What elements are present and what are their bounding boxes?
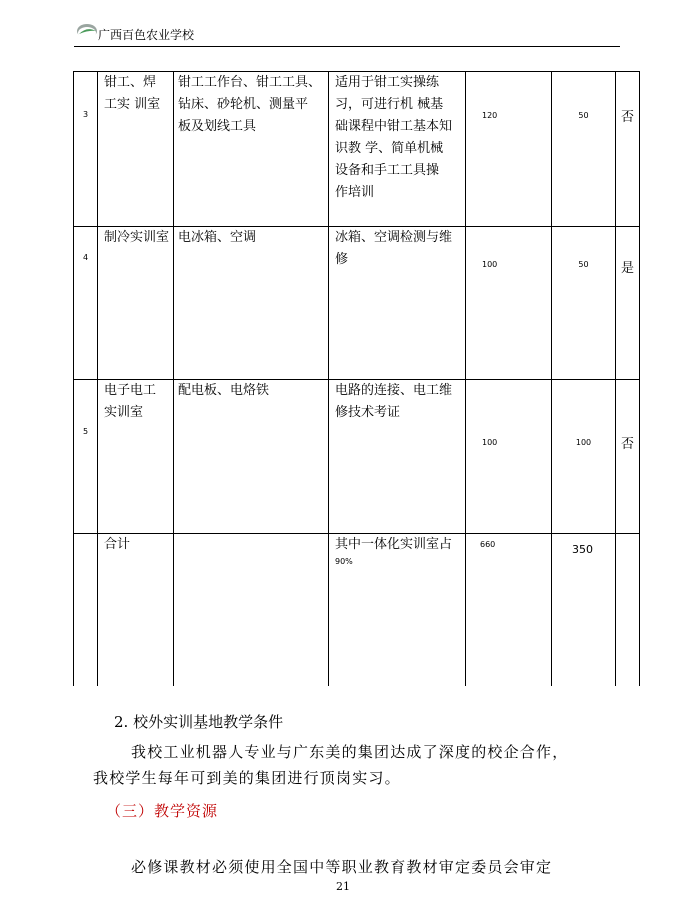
section-3-title: （三）教学资源 xyxy=(106,802,219,820)
row-number xyxy=(74,72,98,227)
function-description xyxy=(329,380,466,534)
cell-line: 作培训 xyxy=(335,185,375,200)
station-count xyxy=(466,534,552,686)
table-row xyxy=(74,72,640,227)
room-name xyxy=(98,72,174,227)
school-name: 广西百色农业学校 xyxy=(98,28,195,42)
table-row xyxy=(74,380,640,534)
cell-line: 钳工工作台、钳工工具、 xyxy=(178,75,322,90)
cell-value: 是 xyxy=(620,261,634,276)
is-integrated xyxy=(616,380,640,534)
capacity xyxy=(552,227,616,380)
cell-value: 660 xyxy=(480,540,496,549)
cell-line: 钻床、砂轮机、测量平 xyxy=(178,97,309,112)
cell-value: 100 xyxy=(575,438,592,447)
cell-line: 习，可进行机 械基 xyxy=(335,97,444,112)
cell-line: 钳工、焊 xyxy=(104,75,157,90)
cell-line: 其中一体化实训室占 xyxy=(335,537,453,552)
cell-value: 5 xyxy=(82,427,89,436)
cell-line: 合计 xyxy=(104,537,131,552)
row-number xyxy=(74,534,98,686)
equipment xyxy=(174,227,329,380)
station-count xyxy=(466,227,552,380)
cell-line: 工实 训室 xyxy=(104,97,161,112)
room-name xyxy=(98,227,174,380)
cell-line: 识教 学、简单机械 xyxy=(335,141,444,156)
training-room-table xyxy=(73,71,640,686)
page-header xyxy=(74,20,620,47)
equipment xyxy=(174,534,329,686)
station-count xyxy=(466,380,552,534)
cell-line: 制冷实训室 xyxy=(104,230,170,245)
cell-line: 适用于钳工实操练 xyxy=(335,75,440,90)
paragraph-line: 我校学生每年可到美的集团进行顶岗实习。 xyxy=(93,769,401,787)
cell-line: 电冰箱、空调 xyxy=(178,230,257,245)
equipment xyxy=(174,72,329,227)
function-description xyxy=(329,227,466,380)
is-integrated xyxy=(616,534,640,686)
row-number xyxy=(74,380,98,534)
cell-line: 设备和手工工具操 xyxy=(335,163,440,178)
is-integrated xyxy=(616,227,640,380)
function-description xyxy=(329,534,466,686)
cell-value: 否 xyxy=(620,437,634,452)
cell-line: 90% xyxy=(335,557,353,566)
cell-line: 冰箱、空调检测与维 xyxy=(335,230,453,245)
capacity xyxy=(552,72,616,227)
cell-line: 修技术考证 xyxy=(335,405,401,420)
cell-value: 350 xyxy=(572,543,593,556)
cell-line: 础课程中钳工基本知 xyxy=(335,119,453,134)
section-2-title: 2. 校外实训基地教学条件 xyxy=(114,713,284,731)
page-number: 21 xyxy=(336,880,350,893)
cell-value: 否 xyxy=(620,110,634,125)
capacity xyxy=(552,380,616,534)
cell-value: 120 xyxy=(482,111,498,120)
table-row xyxy=(74,534,640,686)
cell-line: 电路的连接、电工维 xyxy=(335,383,453,398)
row-number xyxy=(74,227,98,380)
cell-line: 板及划线工具 xyxy=(178,119,257,134)
table-row xyxy=(74,227,640,380)
cell-line: 配电板、电烙铁 xyxy=(178,383,270,398)
cell-value: 3 xyxy=(82,110,89,119)
room-name xyxy=(98,380,174,534)
equipment xyxy=(174,380,329,534)
school-logo-icon xyxy=(76,22,98,42)
room-name xyxy=(98,534,174,686)
station-count xyxy=(466,72,552,227)
cell-value: 4 xyxy=(82,253,89,262)
paragraph-line: 必修课教材必须使用全国中等职业教育教材审定委员会审定 xyxy=(131,858,553,876)
is-integrated xyxy=(616,72,640,227)
paragraph-line: 我校工业机器人专业与广东美的集团达成了深度的校企合作， xyxy=(131,743,569,761)
cell-value: 100 xyxy=(482,438,498,447)
cell-line: 实训室 xyxy=(104,405,144,420)
cell-value: 50 xyxy=(578,111,589,120)
function-description xyxy=(329,72,466,227)
cell-line: 修 xyxy=(335,252,349,267)
cell-value: 50 xyxy=(578,260,589,269)
cell-line: 电子电工 xyxy=(104,383,157,398)
capacity xyxy=(552,534,616,686)
cell-value: 100 xyxy=(482,260,498,269)
